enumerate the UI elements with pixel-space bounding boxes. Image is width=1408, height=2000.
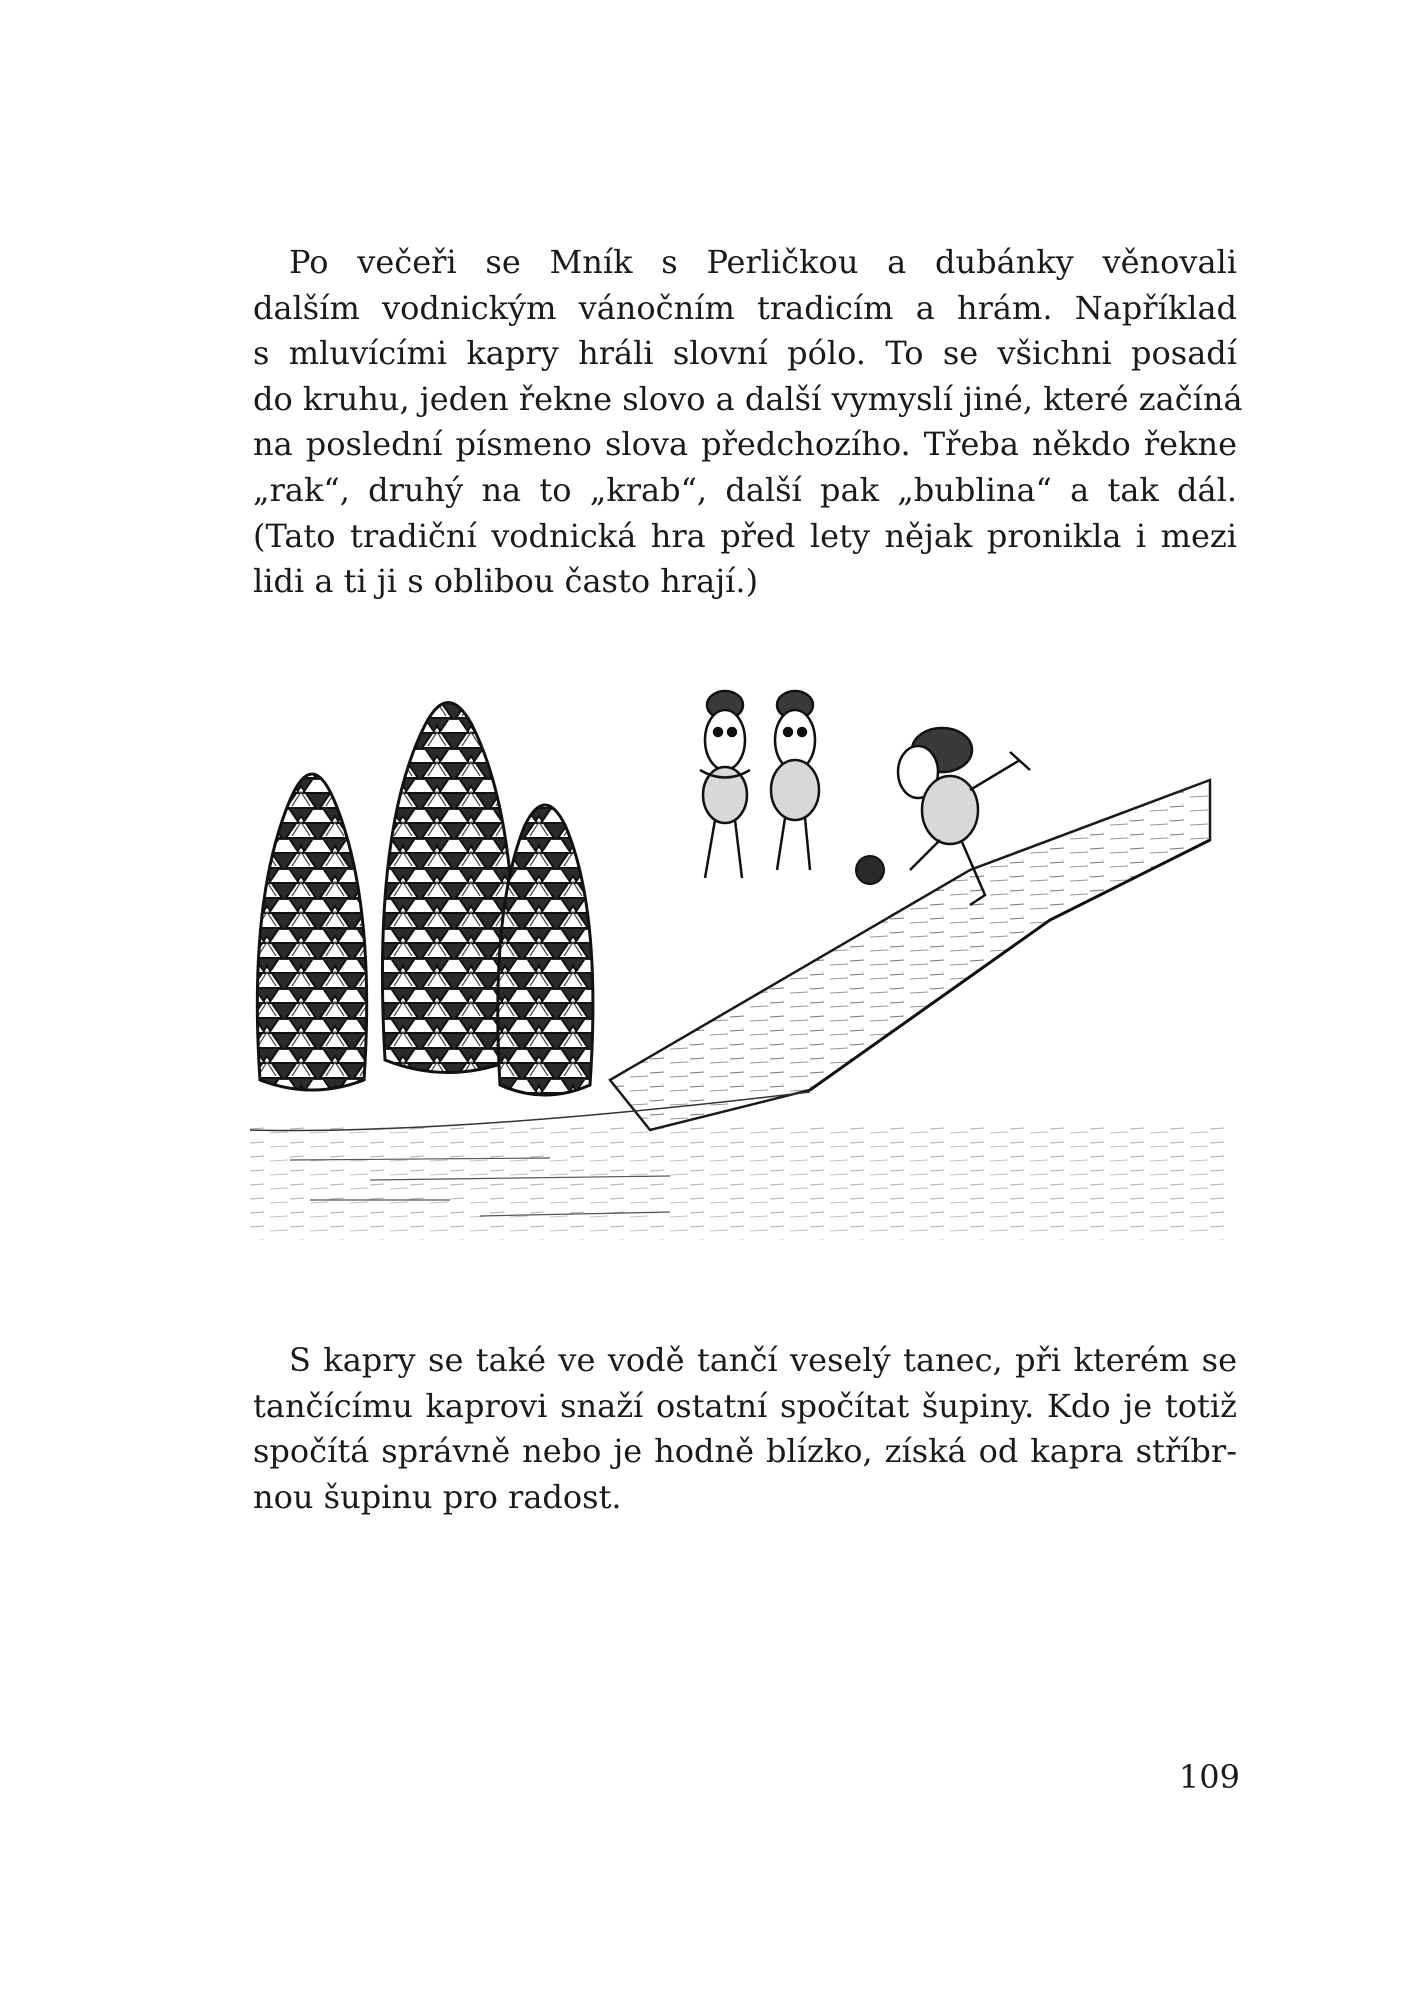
- text-line: lidi a ti ji s oblibou často hrají.): [253, 562, 759, 601]
- pine-cones-illustration: [250, 660, 1230, 1240]
- acorn-figure-icon: [700, 691, 750, 878]
- text-line: spočítá správně nebo je hodně blízko, získá od kapra stříbr-: [253, 1432, 1237, 1471]
- pine-cone-icon: [498, 805, 593, 1095]
- text-line: Po večeři se Mník s Perličkou a dubánky věnovali: [289, 243, 1237, 281]
- text-line: na poslední písmeno slova předchozího. Třeba někdo řekne: [253, 425, 1237, 464]
- bowling-ball-icon: [856, 856, 884, 884]
- page-number: 109: [1178, 1758, 1240, 1796]
- text-line: S kapry se také ve vodě tančí veselý tanec, při kterém se: [289, 1341, 1237, 1379]
- bowling-lane: [610, 780, 1210, 1130]
- acorn-figure-icon: [771, 691, 819, 870]
- text-line: tančícímu kaprovi snaží ostatní spočítat šupiny. Kdo je totiž: [253, 1386, 1237, 1425]
- paragraph-2: [253, 1338, 1237, 1520]
- text-line: „rak“, druhý na to „krab“, další pak „bublina“ a tak dál.: [253, 470, 1237, 509]
- text-line: s mluvícími kapry hráli slovní pólo. To se všichni posadí: [253, 334, 1237, 373]
- pine-cone-icon: [382, 703, 514, 1073]
- text-line: nou šupinu pro radost.: [253, 1477, 622, 1516]
- text-line: dalším vodnickým vánočním tradicím a hrám. Například: [253, 288, 1237, 327]
- pine-cone-icon: [257, 774, 366, 1090]
- text-line: (Tato tradiční vodnická hra před lety nějak pronikla i mezi: [253, 516, 1237, 555]
- paragraph-1: [253, 240, 1243, 605]
- text-line: do kruhu, jeden řekne slovo a další vymyslí jiné, které začíná: [253, 379, 1243, 418]
